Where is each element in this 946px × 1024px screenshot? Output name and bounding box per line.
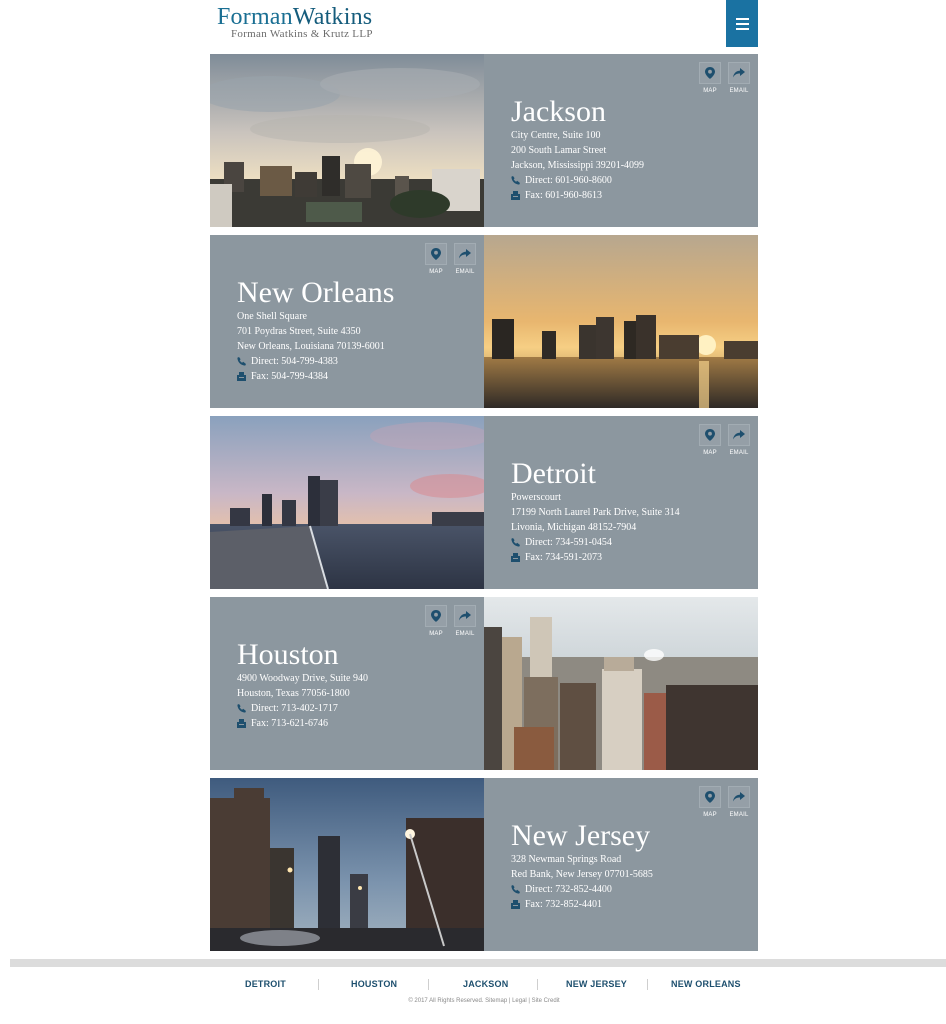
map-button[interactable] [425,605,447,637]
fax-icon [237,719,246,728]
footer-separator [647,979,648,990]
logo-subtitle: Forman Watkins & Krutz LLP [231,28,373,40]
fax-row [511,550,680,565]
direct-phone-row[interactable] [511,173,644,188]
fax-icon [237,372,246,381]
footer-link-detroit[interactable]: DETROIT [245,979,286,989]
footer-link-houston[interactable]: HOUSTON [351,979,398,989]
office-actions [699,786,750,818]
direct-phone-row[interactable] [237,354,385,369]
address-line: City Centre, Suite 100 [511,130,601,141]
fax-number: Fax: 601-960-8613 [525,190,602,201]
site-logo[interactable] [217,4,372,30]
new-jersey-street-photo [210,778,484,951]
address-line: One Shell Square [237,311,307,322]
map-label: MAP [703,88,717,94]
jackson-skyline-photo [210,54,484,227]
office-info-jackson [484,54,758,227]
share-arrow-icon [459,249,471,259]
footer-link-new-orleans[interactable]: NEW ORLEANS [671,979,741,989]
direct-phone: Direct: 504-799-4383 [251,356,338,367]
phone-icon [511,885,520,894]
map-label: MAP [703,812,717,818]
map-label: MAP [429,269,443,275]
map-button[interactable] [699,424,721,456]
office-card-houston [210,597,758,770]
office-card-detroit [210,416,758,589]
office-card-new-orleans [210,235,758,408]
direct-phone-row[interactable] [511,882,653,897]
office-address [511,852,653,912]
address-line: Jackson, Mississippi 39201-4099 [511,160,645,171]
address-line: Houston, Texas 77056-1800 [237,688,350,699]
address-line: 17199 North Laurel Park Drive, Suite 314 [511,507,680,518]
fax-row [511,188,644,203]
phone-icon [237,357,246,366]
footer-nav [210,979,758,993]
office-address [237,309,385,384]
share-arrow-icon [733,792,745,802]
office-info-new-orleans [210,235,484,408]
footer-link-jackson[interactable]: JACKSON [463,979,509,989]
office-address [511,490,680,565]
share-arrow-icon [733,68,745,78]
direct-phone: Direct: 713-402-1717 [251,703,338,714]
legal-link[interactable]: Legal [512,998,527,1004]
map-button[interactable] [425,243,447,275]
footer-divider [10,959,946,967]
direct-phone: Direct: 734-591-0454 [525,537,612,548]
address-line: New Orleans, Louisiana 70139-6001 [237,341,385,352]
office-address [237,671,368,731]
email-button[interactable] [454,605,476,637]
map-pin-icon [705,429,715,441]
email-button[interactable] [728,62,750,94]
office-city: Detroit [511,457,596,490]
email-label: EMAIL [455,631,475,637]
office-actions [699,62,750,94]
fax-row [237,369,385,384]
detroit-riverfront-photo [210,416,484,589]
footer-pipe: | [528,998,530,1004]
logo-forman: Forman [217,4,293,30]
map-button[interactable] [699,786,721,818]
office-city: Houston [237,638,339,671]
share-arrow-icon [733,430,745,440]
footer-separator [537,979,538,990]
office-card-jackson [210,54,758,227]
email-label: EMAIL [729,88,749,94]
fax-icon [511,900,520,909]
address-line: 701 Poydras Street, Suite 4350 [237,326,361,337]
direct-phone: Direct: 732-852-4400 [525,884,612,895]
office-actions [425,605,476,637]
fax-number: Fax: 504-799-4384 [251,371,328,382]
fax-number: Fax: 734-591-2073 [525,552,602,563]
phone-icon [237,704,246,713]
map-pin-icon [431,610,441,622]
direct-phone: Direct: 601-960-8600 [525,175,612,186]
address-line: 4900 Woodway Drive, Suite 940 [237,673,368,684]
menu-button[interactable] [726,0,758,47]
email-label: EMAIL [729,812,749,818]
site-credit-link[interactable]: Site Credit [531,998,560,1004]
address-line: 200 South Lamar Street [511,145,607,156]
phone-icon [511,176,520,185]
direct-phone-row[interactable] [237,701,368,716]
site-header [210,0,758,48]
footer-separator [318,979,319,990]
office-actions [699,424,750,456]
hamburger-icon-bar [736,23,749,25]
address-line: Livonia, Michigan 48152-7904 [511,522,637,533]
logo-watkins: Watkins [292,4,373,30]
hamburger-icon-bar [736,18,749,20]
hamburger-icon-bar [736,28,749,30]
fax-icon [511,553,520,562]
office-address [511,128,644,203]
new-orleans-skyline-photo [484,235,758,408]
fax-icon [511,191,520,200]
footer-separator [428,979,429,990]
address-line: Powerscourt [511,492,561,503]
email-button[interactable] [728,424,750,456]
office-city: Jackson [511,95,606,128]
office-info-houston [210,597,484,770]
copyright-text: © 2017 All Rights Reserved. [408,998,484,1004]
houston-downtown-photo [484,597,758,770]
map-label: MAP [703,450,717,456]
map-label: MAP [429,631,443,637]
email-label: EMAIL [729,450,749,456]
office-info-detroit [484,416,758,589]
address-line: Red Bank, New Jersey 07701-5685 [511,869,653,880]
footer-link-new-jersey[interactable]: NEW JERSEY [566,979,628,989]
footer-pipe: | [508,998,511,1004]
direct-phone-row[interactable] [511,535,680,550]
fax-row [237,716,368,731]
email-label: EMAIL [455,269,475,275]
map-pin-icon [431,248,441,260]
fax-row [511,897,653,912]
email-button[interactable] [454,243,476,275]
office-card-new-jersey [210,778,758,951]
fax-number: Fax: 732-852-4401 [525,899,602,910]
office-actions [425,243,476,275]
office-city: New Orleans [237,276,395,309]
map-pin-icon [705,67,715,79]
fax-number: Fax: 713-621-6746 [251,718,328,729]
office-city: New Jersey [511,819,651,852]
map-pin-icon [705,791,715,803]
map-button[interactable] [699,62,721,94]
sitemap-link[interactable]: Sitemap [485,998,508,1004]
address-line: 328 Newman Springs Road [511,854,622,865]
office-info-new-jersey [484,778,758,951]
share-arrow-icon [459,611,471,621]
phone-icon [511,538,520,547]
email-button[interactable] [728,786,750,818]
copyright-line [210,998,758,1004]
